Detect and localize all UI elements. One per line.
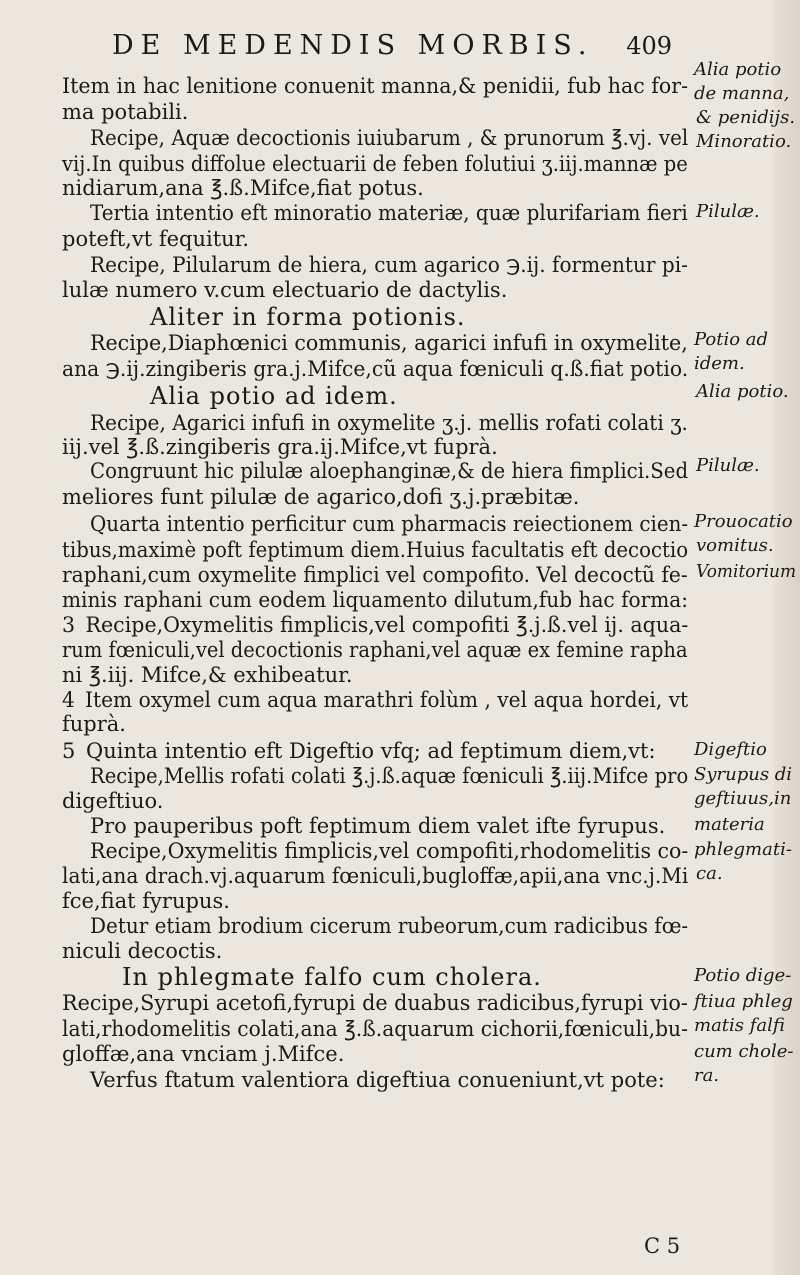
text-line: Tertia intentio eft minoratio materiæ, quæ plurifariam fieri — [90, 201, 688, 225]
line-number: 3 — [62, 613, 76, 637]
text-line: Detur etiam brodium cicerum rubeorum,cum radicibus fœ- — [90, 914, 689, 938]
text-line: nidiarum,ana ℥.ß.Mifce,fiat potus. — [62, 176, 424, 200]
marginal-note: Minoratio. — [696, 131, 792, 152]
text-line: raphani,cum oxymelite fimplici vel compofito. Vel decoctũ fe- — [62, 563, 688, 587]
text-line: Recipe, Aquæ decoctionis iuiubarum , & prunorum ℥.vj. vel — [90, 126, 689, 150]
line-text: Recipe,Oxymelitis fimplicis,vel compofiti ℥.j.ß.vel ij. aqua- — [85, 613, 689, 637]
marginal-note: geftiuus,in — [694, 788, 792, 809]
text-line: Quarta intentio perficitur cum pharmacis reiectionem cien- — [90, 512, 689, 536]
text-line: Recipe,Diaphœnici communis, agarici infufi in oxymelite, — [90, 331, 688, 355]
marginal-note: Pilulæ. — [696, 201, 760, 222]
marginal-note: Alia potio. — [696, 381, 789, 402]
text-line: meliores funt pilulæ de agarico,dofi ʒ.j.præbitæ. — [62, 485, 580, 509]
text-line: ma potabili. — [62, 100, 189, 124]
text-line: Recipe,Syrupi acetofi,fyrupi de duabus radicibus,fyrupi vio- — [62, 991, 688, 1015]
marginal-note: de manna, — [694, 83, 790, 104]
text-line: digeftiuo. — [62, 789, 164, 813]
marginal-note: Prouocatio — [694, 511, 793, 532]
section-heading: In phlegmate falfo cum cholera. — [122, 963, 542, 991]
marginal-note: idem. — [694, 353, 745, 374]
marginal-note: matis falfi — [694, 1015, 785, 1036]
marginal-note: Potio ad — [694, 329, 769, 350]
line-text: Item oxymel cum aqua marathri folùm , vel aqua hordei, vt — [85, 688, 689, 712]
line-number: 4 — [62, 688, 75, 712]
text-line: rum fœniculi,vel decoctionis raphani,vel aquæ ex femine rapha — [62, 638, 688, 662]
marginal-note: & penidijs. — [696, 107, 796, 128]
marginal-note: phlegmati- — [694, 839, 792, 860]
running-title: DE MEDENDIS MORBIS. — [112, 30, 594, 61]
page-edge — [774, 0, 800, 1275]
text-line: iij.vel ℥.ß.zingiberis gra.ij.Mifce,vt fuprà. — [62, 435, 498, 459]
text-line: vij.In quibus diffolue electuarii de feben folutiui ʒ.iij.mannæ pe — [62, 152, 688, 176]
marginal-note: Syrupus di — [694, 764, 793, 785]
marginal-note: Digeftio — [694, 739, 767, 760]
text-line — [62, 687, 688, 713]
text-line: tibus,maximè poft feptimum diem.Huius facultatis eft decoctio — [62, 538, 689, 562]
text-line: Verfus ftatum valentiora digeftiua conueniunt,vt pote: — [90, 1068, 665, 1092]
text-line: ana ℈.ij.zingiberis gra.j.Mifce,cũ aqua fœniculi q.ß.fiat potio. — [62, 357, 689, 381]
marginal-note: Vomitorium — [696, 561, 797, 582]
marginal-note: materia — [694, 814, 765, 835]
line-text: Quinta intentio eft Digeftio vfq; ad feptimum diem,vt: — [86, 739, 656, 763]
marginal-note: ca. — [696, 863, 723, 884]
signature-mark: C 5 — [644, 1234, 681, 1258]
text-line: fuprà. — [62, 712, 126, 736]
marginal-note: cum chole- — [694, 1041, 794, 1062]
running-header — [112, 30, 672, 64]
line-number: 5 — [62, 739, 76, 763]
marginal-note: ra. — [694, 1065, 720, 1086]
marginal-note: ftiua phleg — [694, 991, 793, 1012]
marginal-note: Pilulæ. — [696, 455, 760, 476]
text-line: Congruunt hic pilulæ aloephanginæ,& de hiera fimplici.Sed — [90, 459, 689, 483]
text-line: Recipe, Agarici infufi in oxymelite ʒ.j. mellis rofati colati ʒ. — [90, 411, 688, 435]
text-line: Pro pauperibus poft feptimum diem valet ifte fyrupus. — [90, 814, 666, 838]
text-line: gloffæ,ana vnciam j.Mifce. — [62, 1042, 345, 1066]
section-heading: Alia potio ad idem. — [150, 382, 398, 410]
text-line: Recipe, Pilularum de hiera, cum agarico ℈.ij. formentur pi- — [90, 253, 688, 277]
text-line: lati,ana drach.vj.aquarum fœniculi,bugloffæ,apii,ana vnc.j.Mi — [62, 864, 689, 888]
text-line: niculi decoctis. — [62, 939, 223, 963]
text-line — [62, 738, 656, 764]
marginal-note: vomitus. — [696, 535, 774, 556]
text-line: ni ℥.iij. Mifce,& exhibeatur. — [62, 663, 353, 687]
marginal-note: Potio dige- — [694, 965, 792, 986]
text-line — [62, 612, 688, 638]
page-number: 409 — [626, 32, 672, 60]
text-line: lati,rhodomelitis colati,ana ℥.ß.aquarum cichorii,fœniculi,bu- — [62, 1017, 688, 1041]
section-heading: Aliter in forma potionis. — [150, 303, 466, 331]
text-line: minis raphani cum eodem liquamento dilutum,fub hac forma: — [62, 588, 689, 612]
text-line: Item in hac lenitione conuenit manna,& penidii, fub hac for- — [62, 74, 689, 98]
text-line: lulæ numero v.cum electuario de dactylis. — [62, 278, 508, 302]
text-line: Recipe,Oxymelitis fimplicis,vel compofiti,rhodomelitis co- — [90, 839, 689, 863]
text-line: Recipe,Mellis rofati colati ℥.j.ß.aquæ fœniculi ℥.iij.Mifce pro — [90, 764, 689, 788]
text-line: poteft,vt fequitur. — [62, 227, 250, 251]
marginal-note: Alia potio — [694, 59, 782, 80]
text-line: fce,fiat fyrupus. — [62, 889, 230, 913]
